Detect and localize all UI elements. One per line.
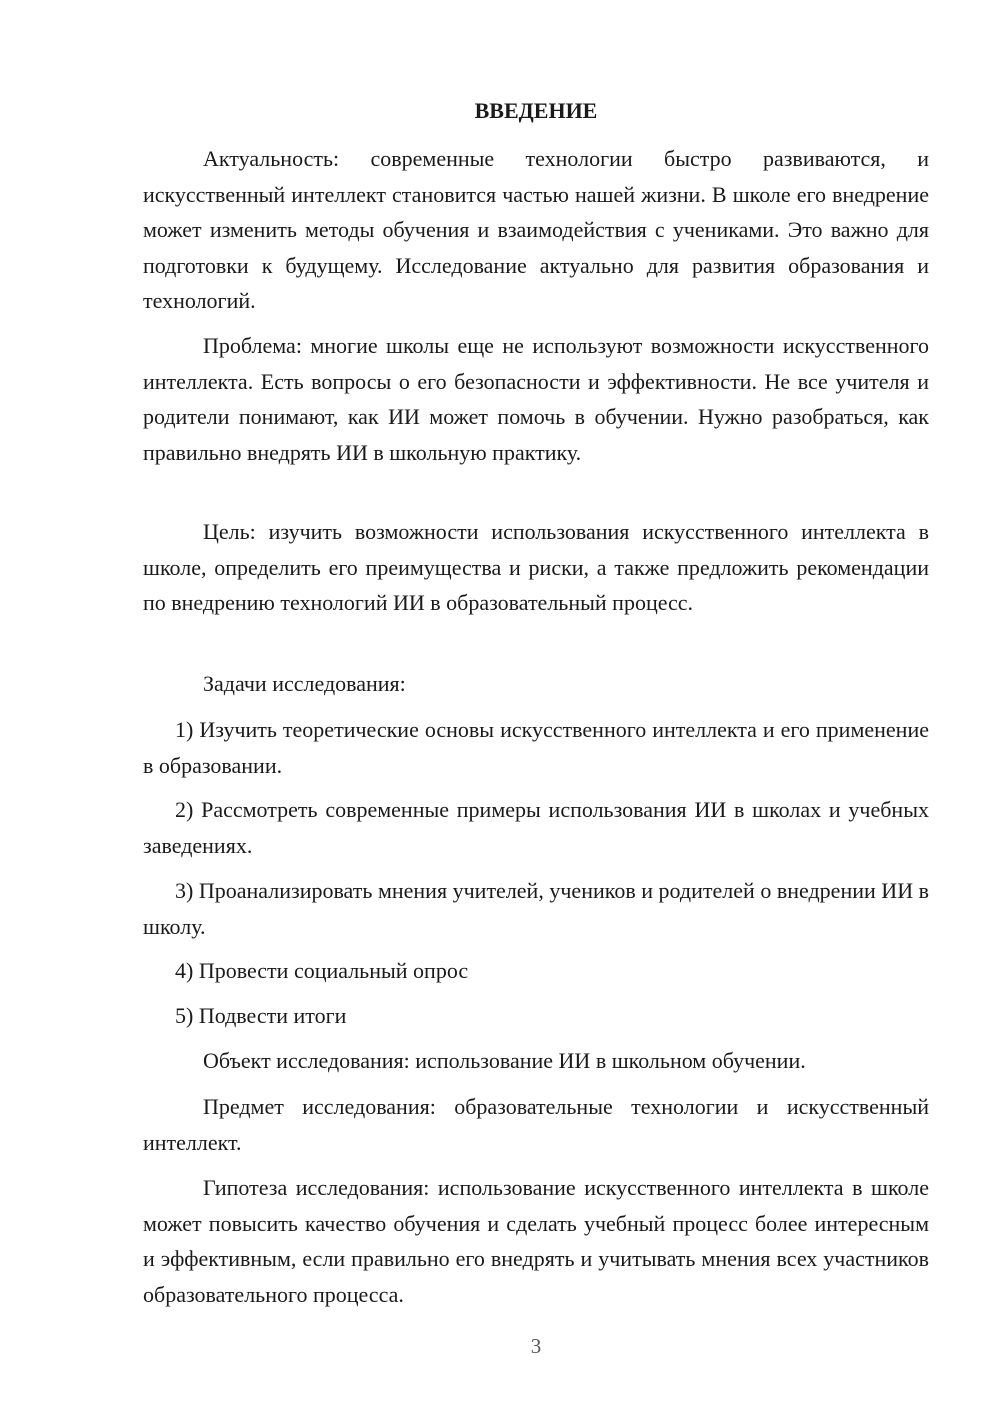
page-number: 3 (530, 1334, 542, 1358)
task-item-2: 2) Рассмотреть современные примеры использования ИИ в школах и учебных заведениях. (143, 797, 929, 858)
paragraph-goal: Цель: изучить возможности использования искусственного интеллекта в школе, определить его преимущества и риски, а также предложить рекомендации по внедрению технологий ИИ в образовательный процесс. (143, 519, 929, 615)
task-item-1: 1) Изучить теоретические основы искусственного интеллекта и его применение в образовании. (143, 717, 929, 778)
paragraph-relevance: Актуальность: современные технологии быстро развиваются, и искусственный интеллект становится частью нашей жизни. В школе его внедрение может изменить методы обучения и взаимодействия с учениками. Это важно для подготовки к будущему. Исследование актуально для развития образования и технологий. (143, 146, 929, 313)
tasks-title: Задачи исследования: (203, 671, 406, 696)
paragraph-object: Объект исследования: использование ИИ в школьном обучении. (203, 1048, 806, 1073)
paragraph-hypothesis: Гипотеза исследования: использование искусственного интеллекта в школе может повысить качество обучения и сделать учебный процесс более интересным и эффективным, если правильно его внедрять и учитывать мнения всех участников образовательного процесса. (143, 1175, 929, 1307)
task-item-4: 4) Провести социальный опрос (175, 958, 469, 983)
paragraph-problem: Проблема: многие школы еще не используют возможности искусственного интеллекта. Есть вопросы о его безопасности и эффективности. Не все учителя и родители понимают, как ИИ может помочь в обучении. Нужно разобраться, как правильно внедрять ИИ в школьную практику. (143, 333, 929, 465)
document-heading: ВВЕДЕНИЕ (474, 98, 598, 123)
task-item-5: 5) Подвести итоги (175, 1003, 347, 1028)
task-item-3: 3) Проанализировать мнения учителей, учеников и родителей о внедрении ИИ в школу. (143, 878, 929, 939)
paragraph-subject: Предмет исследования: образовательные технологии и искусственный интеллект. (143, 1094, 929, 1155)
